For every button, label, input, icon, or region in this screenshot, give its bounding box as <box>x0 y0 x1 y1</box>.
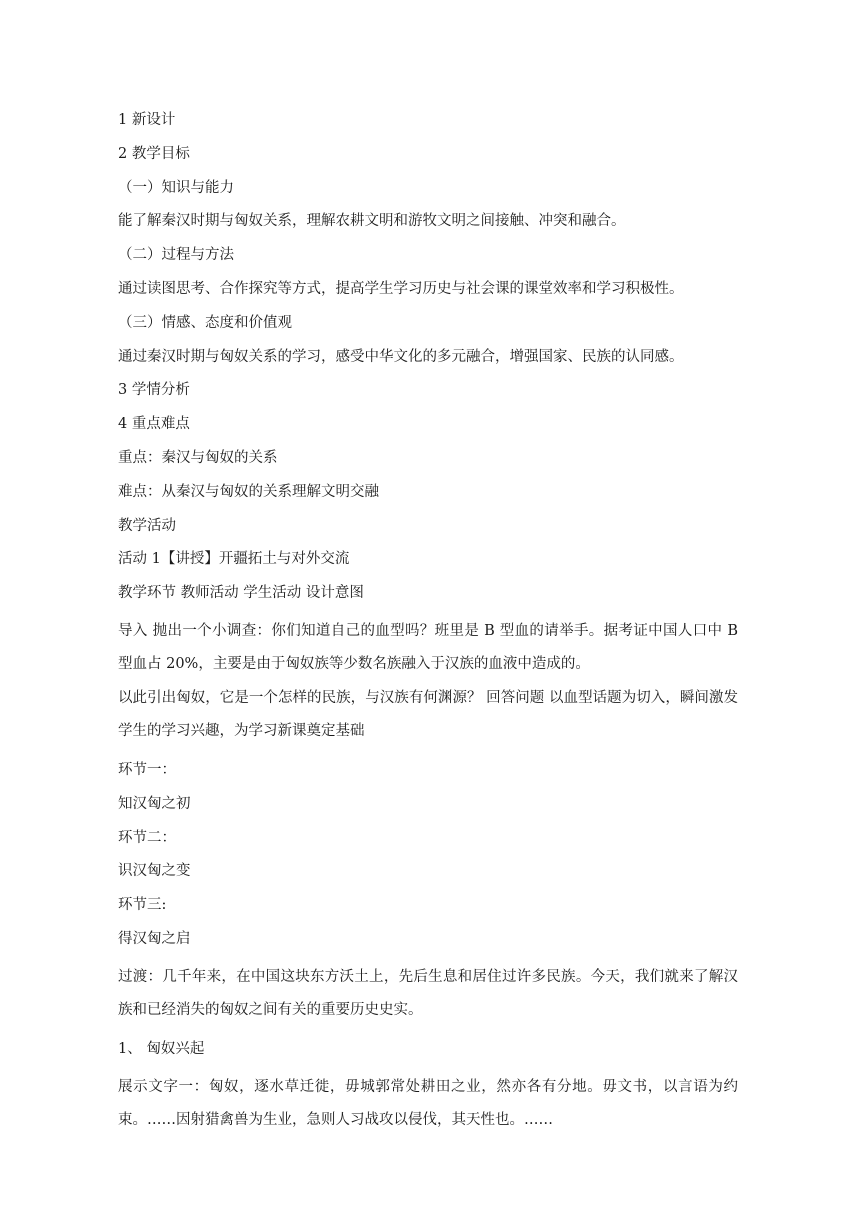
section-title-1: 知汉匈之初 <box>118 795 191 812</box>
section-label-3: 环节三: <box>118 897 167 914</box>
section-title-2: 识汉匈之变 <box>118 863 191 880</box>
table-header-row: 教学环节 教师活动 学生活动 设计意图 <box>118 585 364 602</box>
heading-student-analysis: 3 学情分析 <box>118 382 190 399</box>
heading-teaching-goals: 2 教学目标 <box>118 145 190 162</box>
heading-xiongnu-rise: 1、 匈奴兴起 <box>118 1040 205 1057</box>
paragraph-intro-survey: 导入 抛出一个小调查：你们知道自己的血型吗？班里是 B 型血的请举手。据考证中国人口中 B 型血占 20%，主要是由于匈奴族等少数名族融入于汉族的血液中造成的。 <box>118 622 738 673</box>
section-title-3: 得汉匈之启 <box>118 930 191 947</box>
section-label-1: 环节一： <box>118 761 176 778</box>
paragraph-text-display-1: 展示文字一：匈奴，逐水草迁徙，毋城郭常处耕田之业，然亦各有分地。毋文书，以言语为约束。……因射猎禽兽为生业，急则人习战攻以侵伐，其天性也。…… <box>118 1078 738 1129</box>
document-body <box>118 108 738 1138</box>
paragraph-transition: 过渡：几千年来，在中国这块东方沃土上，先后生息和居住过许多民族。今天，我们就来了解汉族和已经消失的匈奴之间有关的重要历史史实。 <box>118 968 738 1019</box>
heading-new-design: 1 新设计 <box>118 112 176 128</box>
heading-key-points: 4 重点难点 <box>118 416 190 433</box>
section-label-2: 环节二： <box>118 829 176 846</box>
subheading-process: （二）过程与方法 <box>118 247 234 264</box>
subheading-knowledge: （一）知识与能力 <box>118 179 234 196</box>
subheading-emotion: （三）情感、态度和价值观 <box>118 314 292 331</box>
paragraph-emotion: 通过秦汉时期与匈奴关系的学习，感受中华文化的多元融合，增强国家、民族的认同感。 <box>118 348 684 365</box>
paragraph-key-point: 重点：秦汉与匈奴的关系 <box>118 449 278 466</box>
paragraph-process: 通过读图思考、合作探究等方式，提高学生学习历史与社会课的课堂效率和学习积极性。 <box>118 280 684 297</box>
heading-activity-1: 活动 1【讲授】开疆拓土与对外交流 <box>118 551 350 568</box>
heading-teaching-activities: 教学活动 <box>118 517 176 534</box>
paragraph-intro-xiongnu: 以此引出匈奴，它是一个怎样的民族，与汉族有何渊源？ 回答问题 以血型话题为切入，瞬间激发学生的学习兴趣，为学习新课奠定基础 <box>118 689 738 740</box>
paragraph-difficult-point: 难点：从秦汉与匈奴的关系理解文明交融 <box>118 483 379 500</box>
paragraph-knowledge: 能了解秦汉时期与匈奴关系，理解农耕文明和游牧文明之间接触、冲突和融合。 <box>118 213 626 230</box>
